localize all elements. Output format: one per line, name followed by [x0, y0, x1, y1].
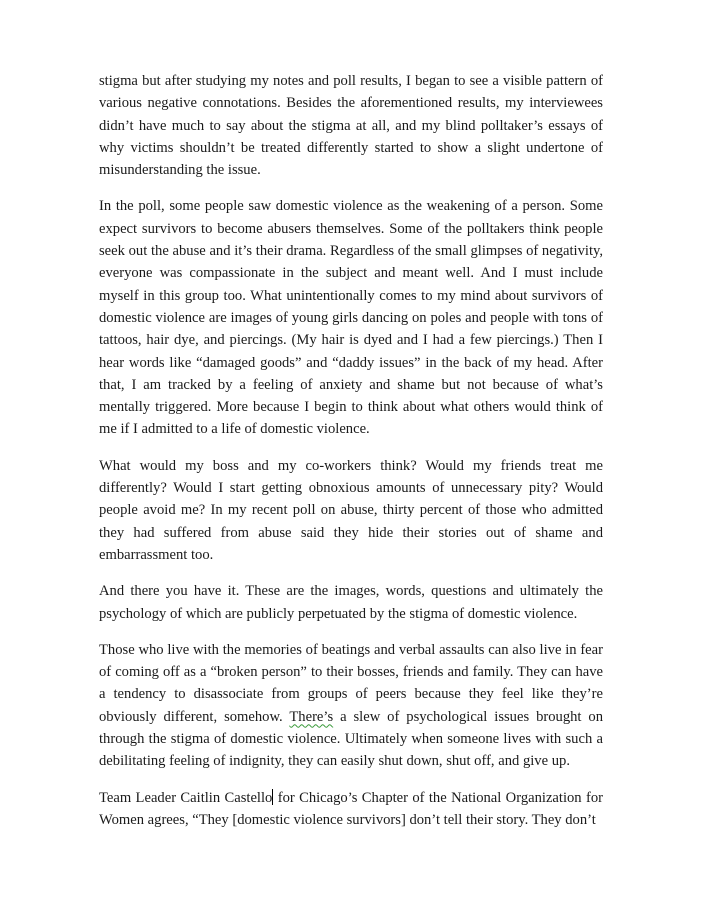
paragraph-5-text-after: a slew of psychological issues brought on through the stigma of domestic violence. Ultimately when someone lives with such a debilitating feeling of indignity, they can easily shut down, shut off, and give up.	[99, 708, 603, 770]
paragraph-5-text-before: Those who live with the memories of beatings and verbal assaults can also live in fear of coming off as a “broken person” to their bosses, friends and family. They can have a tendency to disassociate from groups of peers because they feel like they’re obviously different, somehow.	[99, 641, 603, 725]
paragraph-5[interactable]	[99, 639, 603, 773]
paragraph-4[interactable]: And there you have it. These are the images, words, questions and ultimately the psychology of which are publicly perpetuated by the stigma of domestic violence.	[99, 583, 603, 622]
paragraph-3[interactable]: What would my boss and my co-workers think? Would my friends treat me differently? Would I start getting obnoxious amounts of unnecessary pity? Would people avoid me? In my recent poll on abuse, thirty percent of those who admitted they had suffered from abuse said they hide their stories out of shame and embarrassment too.	[99, 457, 603, 563]
document-body[interactable]	[99, 70, 603, 845]
paragraph-6-text-after: for Chicago’s Chapter of the National Organization for Women agrees, “They [domestic violence survivors] don’t tell their story. They don’t	[99, 789, 603, 828]
paragraph-2[interactable]: In the poll, some people saw domestic violence as the weakening of a person. Some expect survivors to become abusers themselves. Some of the polltakers think people seek out the abuse and it’s their drama. Regardless of the small glimpses of negativity, everyone was compassionate in the subject and meant well. And I must include myself in this group too. What unintentionally comes to my mind about survivors of domestic violence are images of young girls dancing on poles and people with tons of tattoos, hair dye, and piercings. (My hair is dyed and I had a few piercings.) Then I hear words like “damaged goods” and “daddy issues” in the back of my head. After that, I am tracked by a feeling of anxiety and shame but not because of what’s mentally triggered. More because I begin to think about what others would think of me if I admitted to a life of domestic violence.	[99, 198, 603, 438]
paragraph-1[interactable]: stigma but after studying my notes and poll results, I began to see a visible pattern of various negative connotations. Besides the aforementioned results, my interviewees didn’t have much to say about the stigma at all, and my blind polltaker’s essays of why victims shouldn’t be treated differently started to show a slight undertone of misunderstanding the issue.	[99, 73, 603, 179]
paragraph-6-text-before: Team Leader Caitlin Castello	[99, 789, 273, 806]
paragraph-6[interactable]	[99, 787, 603, 832]
grammar-flagged-word[interactable]: There’s	[289, 708, 334, 725]
